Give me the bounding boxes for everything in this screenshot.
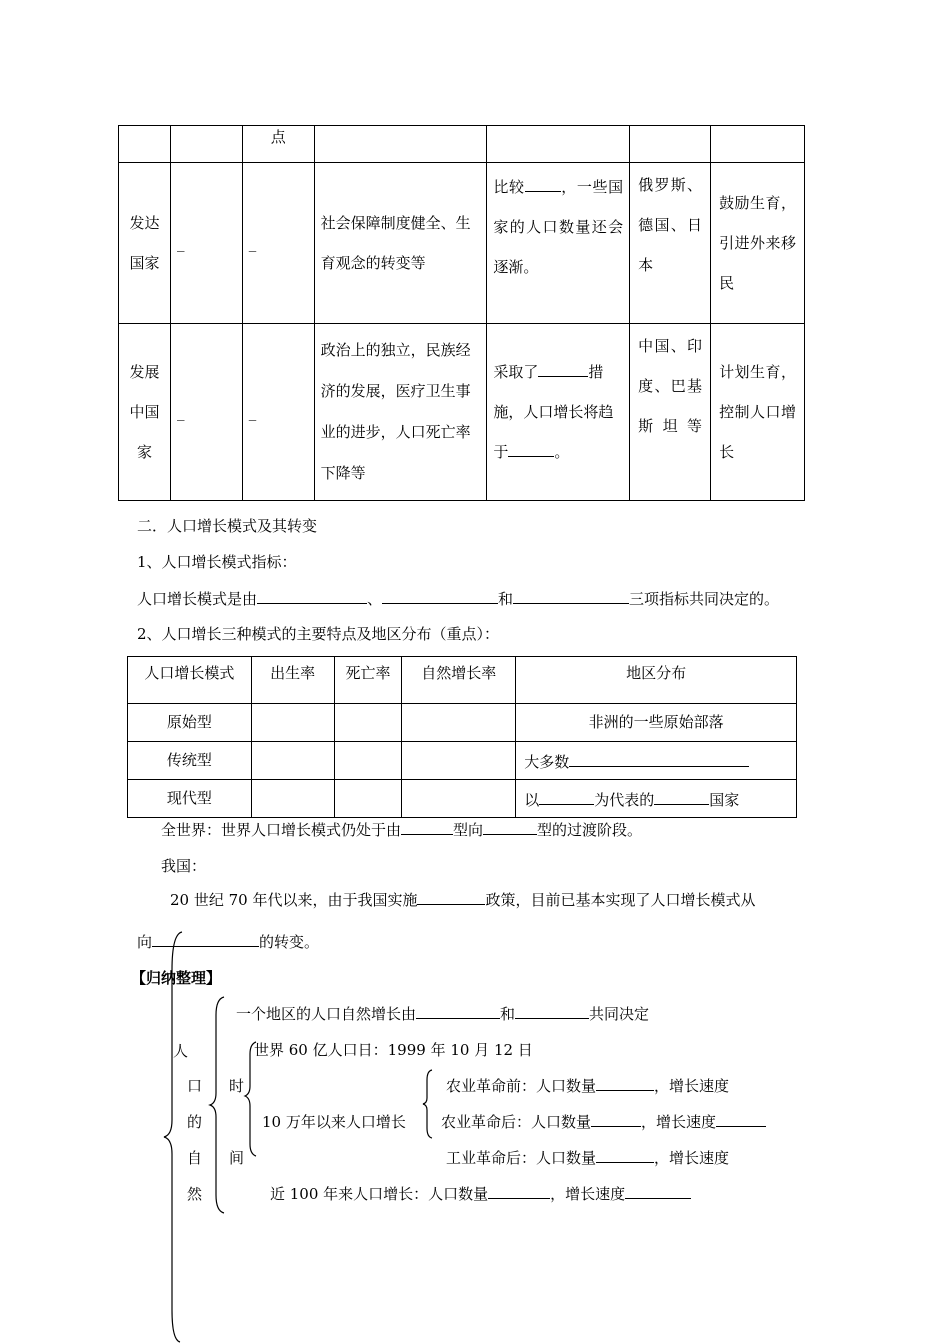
section-title: 二．人口增长模式及其转变 [137,517,318,535]
table-cell [334,780,402,818]
blank-line [625,1184,691,1199]
table-cell [119,126,171,163]
summary-line [446,1076,729,1096]
blank-line [591,1112,641,1127]
trend-text: 措施，人口增长将趋于 [493,363,614,461]
text: 共同决定 [589,1005,650,1023]
text: 工业革命后：人口数量 [446,1149,597,1167]
text: 和 [498,590,514,608]
country-type-cell: 发达国家 [119,163,171,324]
blank-line [525,177,561,192]
blank-line [488,1184,550,1199]
text: 全世界：世界人口增长模式仍处于由 [161,821,402,839]
blank-line [257,589,367,604]
table-cell [711,126,805,163]
table-cell: _ [170,163,242,324]
reason-cell: 政治上的独立，民族经济的发展，医疗卫生事业的进步，人口死亡率下降等 [314,324,487,501]
blank-line [515,1004,589,1019]
table-cell [334,704,402,742]
blank-line [382,589,498,604]
item-heading: 2、人口增长三种模式的主要特点及地区分布（重点）： [137,625,500,643]
table-row [119,126,805,163]
table-row [128,704,797,742]
blank-line [483,820,537,835]
blank-line [596,1076,654,1091]
blank-line [538,362,588,377]
text: ，增长速度 [654,1149,730,1167]
mode-cell: 原始型 [128,704,252,742]
blank-line [654,790,709,805]
world-sentence [161,820,642,840]
text: 农业革命前：人口数量 [446,1077,597,1095]
china-label: 我国： [161,857,207,875]
summary-line [236,1004,649,1024]
table-cell: _ [242,324,314,501]
column-header: 地区分布 [516,657,797,704]
outer-brace-icon [160,930,190,1344]
trend-text: 比较 [493,178,525,196]
summary-line [446,1148,729,1168]
blank-line [539,790,594,805]
table-cell [251,742,334,780]
time-char: 时 [229,1077,245,1095]
text: 为代表的 [594,790,655,809]
text: 向 [137,933,153,951]
vertical-char: 自 [187,1149,203,1167]
column-header: 自然增长率 [402,657,516,704]
vertical-char: 人 [173,1042,189,1060]
table-cell [334,742,402,780]
text: 大多数 [524,752,570,771]
text: 、 [367,590,383,608]
table-row [119,163,805,324]
text: 型向 [453,821,484,839]
summary-line [441,1112,766,1132]
growth-mode-table [127,656,797,818]
text: 以 [524,790,540,809]
text: ，增长速度 [654,1077,730,1095]
text: ，增长速度 [641,1113,717,1131]
table-cell [251,780,334,818]
table-header-row [128,657,797,704]
blank-line [569,752,749,767]
column-header: 出生率 [251,657,334,704]
summary-line [270,1184,691,1204]
text: 国家 [709,790,740,809]
text: 20 世纪 70 年代以来，由于我国实施 [170,891,418,909]
table-cell: _ [170,324,242,501]
text: 的转变。 [259,933,320,951]
blank-line [508,442,554,457]
text: ，增长速度 [550,1185,626,1203]
china-sentence [170,890,756,910]
item-heading: 1、人口增长模式指标： [137,553,297,571]
trend-cell [487,324,630,501]
trend-text: 采取了 [493,363,539,381]
region-cell [516,780,797,818]
table-cell [251,704,334,742]
countries-cell: 中国、印度、巴基斯坦等 [630,324,711,501]
table-cell [170,126,242,163]
blank-line [416,1004,500,1019]
text: 农业革命后：人口数量 [441,1113,592,1131]
summary-title: 【归纳整理】 [131,969,222,987]
region-cell: 非洲的一些原始部落 [516,704,797,742]
table-cell [314,126,487,163]
mode-cell: 现代型 [128,780,252,818]
table-cell [402,742,516,780]
table-cell [402,704,516,742]
policy-cell: 鼓励生育，引进外来移民 [711,163,805,324]
text: 三项指标共同决定的。 [629,590,780,608]
population-policy-table [118,125,805,501]
table-cell [402,780,516,818]
blank-line [401,820,453,835]
text: 政策，目前已基本实现了人口增长模式从 [485,891,756,909]
mode-cell: 传统型 [128,742,252,780]
table-cell [630,126,711,163]
blank-line [417,890,485,905]
table-cell [487,126,630,163]
blank-line [513,589,629,604]
blank-line [596,1148,654,1163]
table-cell: _ [242,163,314,324]
brace-icon [208,995,228,1215]
policy-cell: 计划生育，控制人口增长 [711,324,805,501]
table-row [128,780,797,818]
vertical-char: 口 [187,1077,203,1095]
country-type-cell: 发展中国家 [119,324,171,501]
trend-text: 。 [554,443,570,461]
text: 一个地区的人口自然增长由 [236,1005,417,1023]
reason-cell: 社会保障制度健全、生育观念的转变等 [314,163,487,324]
region-cell [516,742,797,780]
summary-line: 10 万年以来人口增长 [262,1113,406,1131]
revolution-brace-icon [420,1068,436,1140]
text: 型的过渡阶段。 [537,821,643,839]
vertical-char: 然 [187,1185,203,1203]
indicator-sentence [137,589,779,609]
vertical-char: 的 [187,1113,203,1131]
time-char: 间 [229,1149,245,1167]
trend-text: ，一些国家的人口数量还会逐渐。 [493,178,624,276]
table-cell: 点 [242,126,314,163]
column-header: 死亡率 [334,657,402,704]
column-header: 人口增长模式 [128,657,252,704]
blank-line [716,1112,766,1127]
table-row [128,742,797,780]
text: 近 100 年来人口增长：人口数量 [270,1185,489,1203]
trend-cell [487,163,630,324]
table-row [119,324,805,501]
text: 和 [500,1005,516,1023]
countries-cell: 俄罗斯、德国、日本 [630,163,711,324]
summary-line: 世界 60 亿人口日：1999 年 10 月 12 日 [254,1041,533,1059]
text: 人口增长模式是由 [137,590,258,608]
